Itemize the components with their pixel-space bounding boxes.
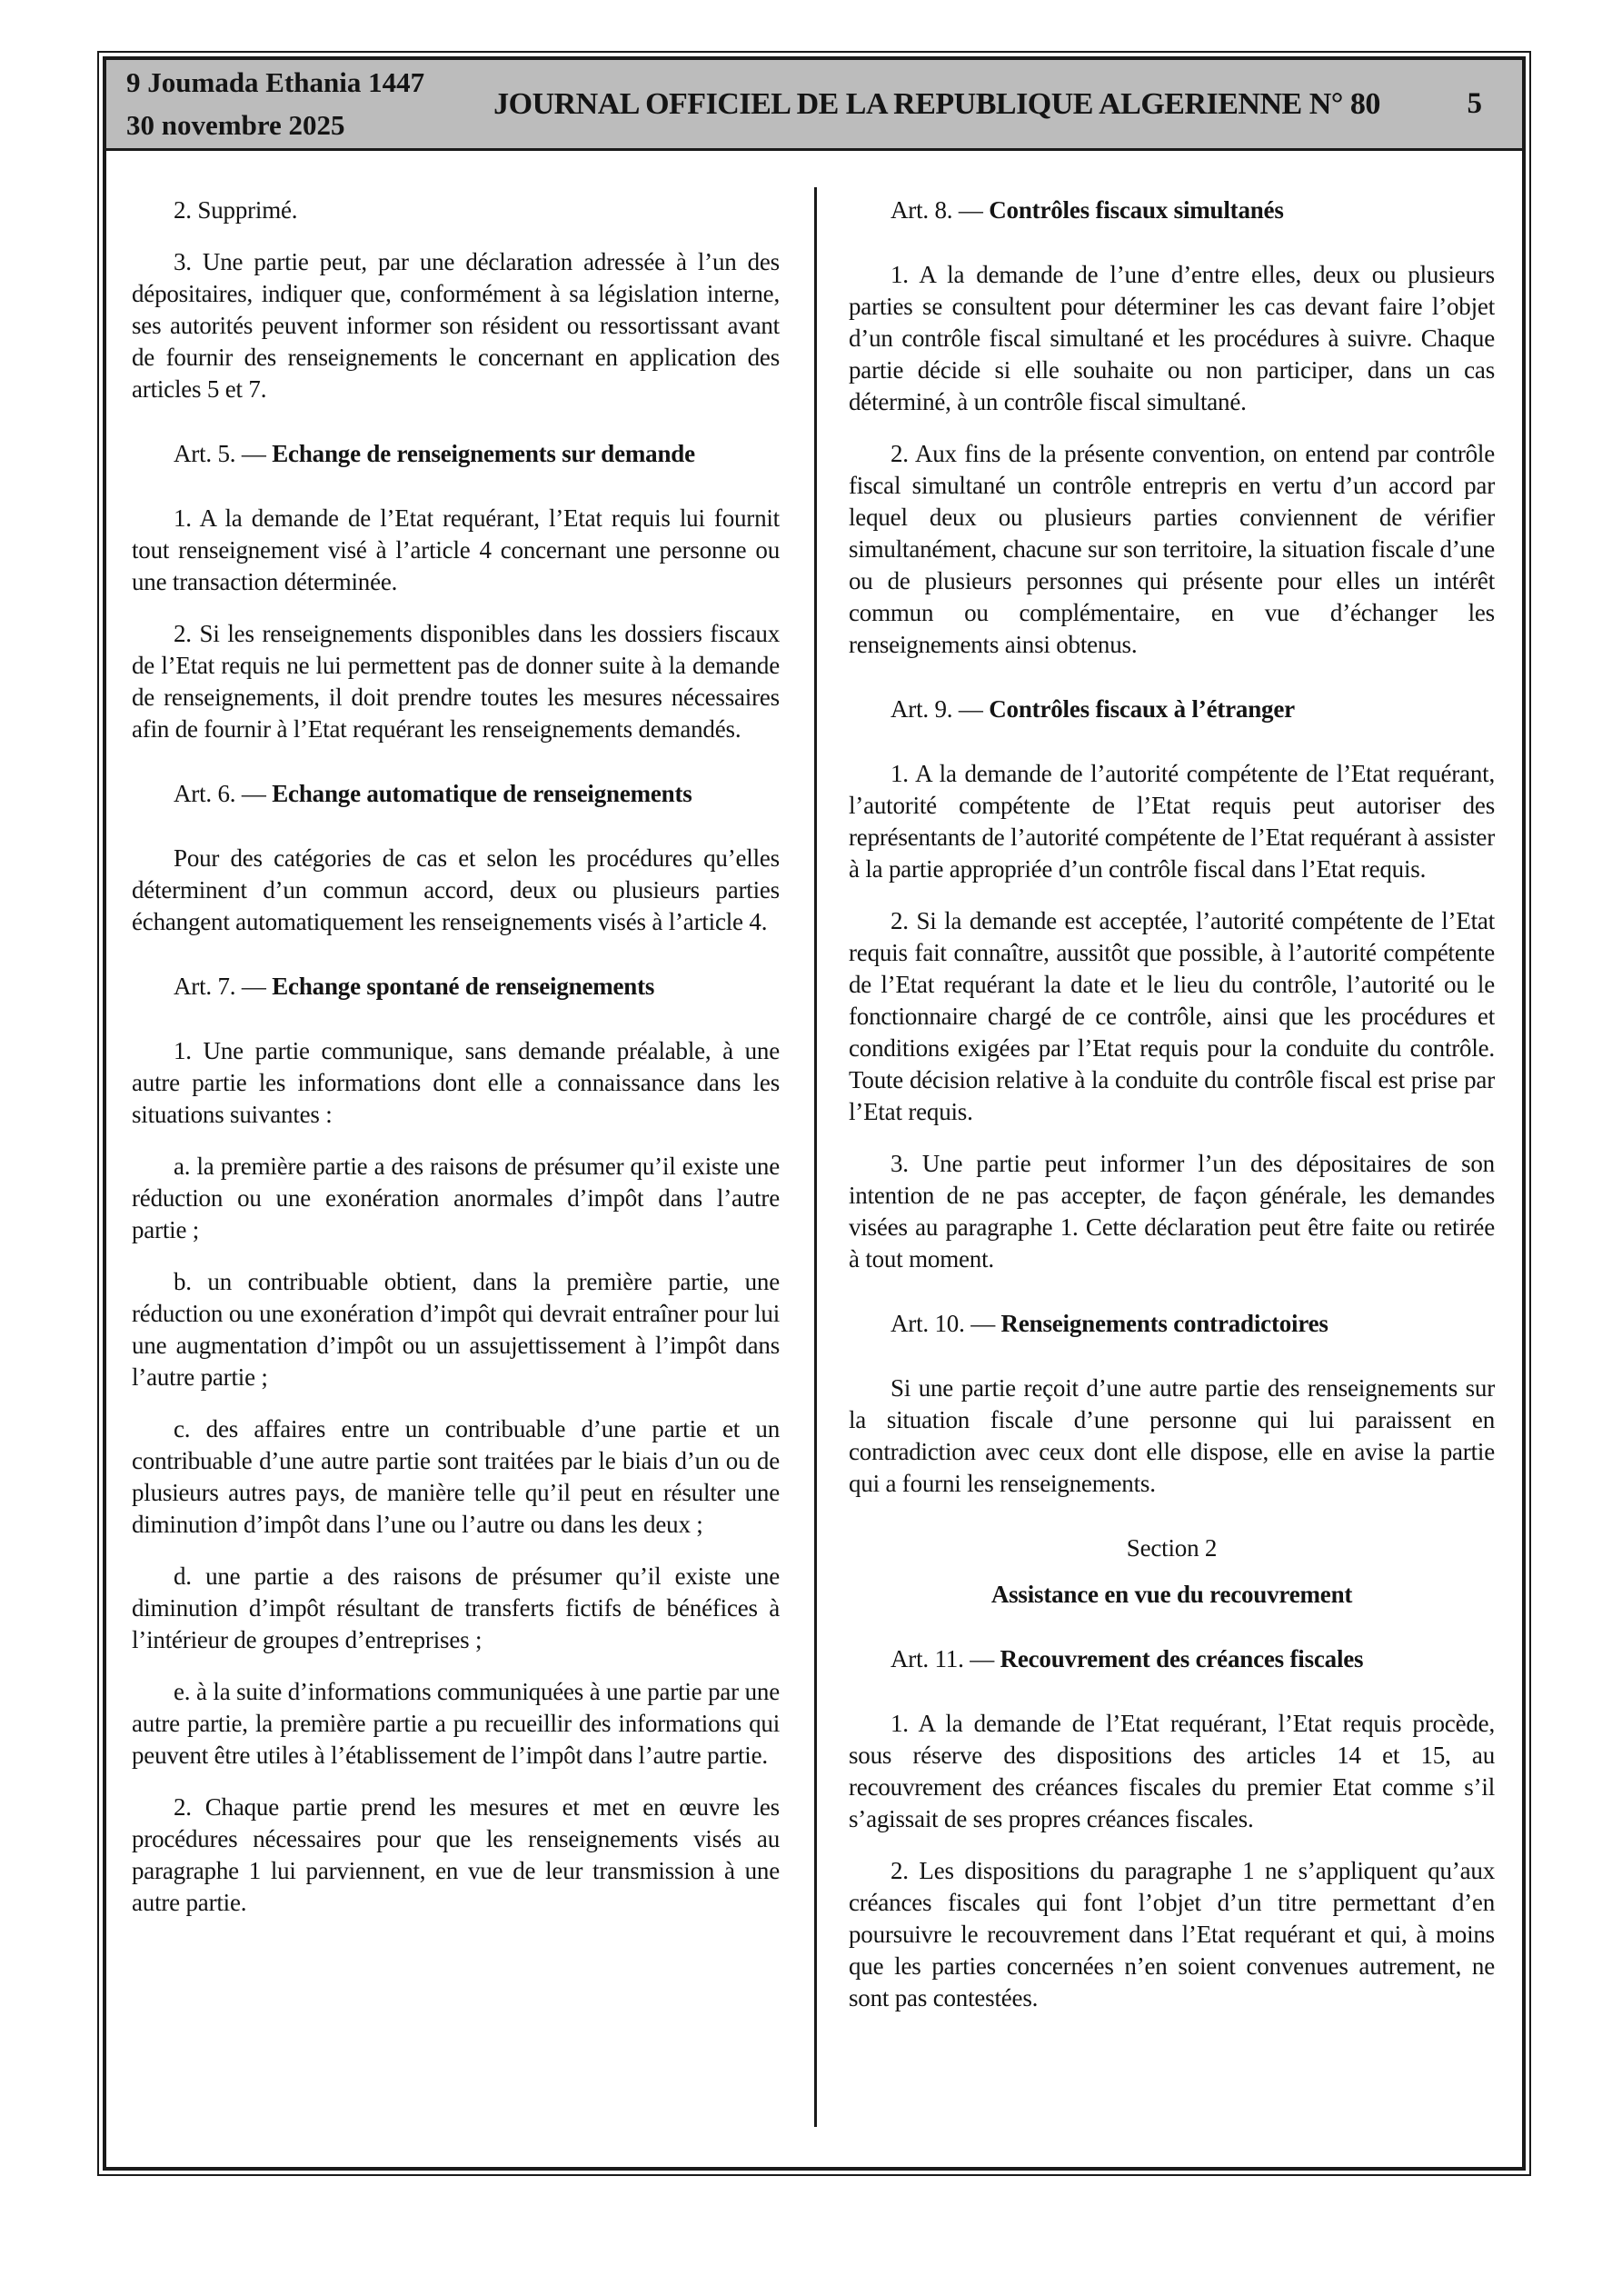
- text-area: [106, 151, 1522, 2167]
- paragraph: 2. Les dispositions du paragraphe 1 ne s’appliquent qu’aux créances fiscales qui font l’objet d’un titre permettant d’en poursuivre le recouvrement dans l’Etat requérant et qui, à moins que les parties concernées n’en soient convenues autrement, ne sont pas contestées.: [849, 1857, 1495, 2011]
- paragraph: 2. Si la demande est acceptée, l’autorité compétente de l’Etat requis fait connaître, aussitôt que possible, à l’autorité compétente de l’Etat requérant la date et le lieu du contrôle, l’autorité ou le fonctionnaire chargé de ce contrôle, ainsi que les procédures et conditions exigées par l’Etat requis pour la conduite du contrôle. Toute décision relative à la conduite du contrôle fiscal est prise par l’Etat requis.: [849, 907, 1495, 1125]
- paragraph: 2. Aux fins de la présente convention, on entend par contrôle fiscal simultané un contrôle entrepris en vertu d’un accord par lequel deux ou plusieurs parties conviennent de vérifier simultanément, chacune sur son territoire, la situation fiscale d’une ou de plusieurs personnes qui présente pour elles un intérêt commun ou complémentaire, en vue d’échanger les renseignements ainsi obtenus.: [849, 440, 1495, 658]
- article-title: Echange automatique de renseignements: [272, 780, 692, 807]
- article-label: Art. 6. —: [174, 780, 273, 807]
- left-column: [119, 195, 814, 2141]
- paragraph: 1. Une partie communique, sans demande préalable, à une autre partie les informations dont elle a connaissance dans les situations suivantes :: [132, 1037, 780, 1128]
- paragraph: Pour des catégories de cas et selon les procédures qu’elles déterminent d’un commun accord, deux ou plusieurs parties échangent automatiquement les renseignements visés à l’article 4.: [132, 844, 780, 935]
- page-frame-inner: [103, 56, 1526, 2171]
- list-item-d: d. une partie a des raisons de présumer qu’il existe une diminution d’impôt résultant de transferts fictifs de bénéfices à l’intérieur de groupes d’entreprises ;: [132, 1562, 780, 1653]
- page-frame-outer: [97, 51, 1531, 2176]
- article-label: Art. 9. —: [891, 695, 990, 723]
- list-item-b: b. un contribuable obtient, dans la première partie, une réduction ou une exonération d’impôt qui devrait entraîner pour lui une augmentation d’impôt ou un assujettissement à l’impôt dans l’autre partie ;: [132, 1268, 780, 1391]
- article-label: Art. 5. —: [174, 440, 273, 467]
- article-title: Contrôles fiscaux à l’étranger: [989, 695, 1295, 723]
- article-label: Art. 8. —: [891, 196, 990, 224]
- paragraph: 3. Une partie peut, par une déclaration adressée à l’un des dépositaires, indiquer que, conformément à sa législation interne, ses autorités peuvent informer son résident ou ressortissant avant de fournir des renseignements le concernant en application des articles 5 et 7.: [132, 248, 780, 403]
- paragraph: 1. A la demande de l’Etat requérant, l’Etat requis procède, sous réserve des dispositions des articles 14 et 15, au recouvrement des créances fiscales du premier Etat comme s’il s’agissait de ses propres créances fiscales.: [849, 1710, 1495, 1832]
- list-item-c: c. des affaires entre un contribuable d’une partie et un contribuable d’une autre partie sont traitées par le biais d’un ou de plusieurs autres pays, de manière telle qu’il peut en résulter une diminution d’impôt dans l’une ou l’autre ou dans les deux ;: [132, 1415, 780, 1538]
- paragraph: Si une partie reçoit d’une autre partie des renseignements sur la situation fiscale d’une personne qui lui paraissent en contradiction avec ceux dont elle dispose, elle en avise la partie qui a fourni les renseignements.: [849, 1374, 1495, 1497]
- column-divider: [814, 187, 817, 2127]
- article-5-heading: [132, 438, 780, 470]
- article-title: Renseignements contradictoires: [1000, 1310, 1328, 1337]
- paragraph: 1. A la demande de l’autorité compétente de l’Etat requérant, l’autorité compétente de l’Etat requis peut autoriser des représentants de l’autorité compétente de l’Etat requérant à assister à la partie appropriée d’un contrôle fiscal dans l’Etat requis.: [849, 760, 1495, 883]
- paragraph: 2. Chaque partie prend les mesures et met en œuvre les procédures nécessaires pour que les renseignements visés au paragraphe 1 lui parviennent, en vue de leur transmission à une autre partie.: [132, 1793, 780, 1916]
- article-9-heading: [849, 694, 1495, 725]
- section-2-title: Assistance en vue du recouvrement: [990, 1581, 1353, 1608]
- article-title: Recouvrement des créances fiscales: [1000, 1645, 1364, 1672]
- paragraph: 3. Une partie peut informer l’un des dépositaires de son intention de ne pas accepter, de façon générale, les demandes visées au paragraphe 1. Cette déclaration peut être faite ou retirée à tout moment.: [849, 1150, 1495, 1273]
- article-label: Art. 10. —: [891, 1310, 1001, 1337]
- page-header: [106, 60, 1522, 151]
- article-8-heading: [849, 195, 1495, 226]
- list-item-a: a. la première partie a des raisons de présumer qu’il existe une réduction ou une exonération anormales d’impôt dans l’autre partie ;: [132, 1153, 780, 1243]
- list-item-e: e. à la suite d’informations communiquées à une partie par une autre partie, la première partie a pu recueillir des informations qui peuvent être utiles à l’établissement de l’impôt dans l’autre partie.: [132, 1678, 780, 1769]
- article-title: Contrôles fiscaux simultanés: [989, 196, 1284, 224]
- article-11-heading: [849, 1643, 1495, 1675]
- header-dates: [106, 62, 490, 146]
- paragraph: 1. A la demande de l’une d’entre elles, deux ou plusieurs parties se consultent pour déterminer les cas devant faire l’objet d’un contrôle fiscal simultané et les procédures à suivre. Chaque partie décide si elle souhaite ou non participer, dans un cas déterminé, à un contrôle fiscal simultané.: [849, 261, 1495, 415]
- journal-title: JOURNAL OFFICIEL DE LA REPUBLIQUE ALGERIENNE N° 80: [493, 86, 1380, 121]
- article-label: Art. 7. —: [174, 973, 273, 1000]
- date-gregorian: 30 novembre 2025: [126, 108, 345, 141]
- date-hijri: 9 Joumada Ethania 1447: [126, 66, 425, 98]
- right-column: [814, 195, 1509, 2141]
- article-label: Art. 11. —: [891, 1645, 1000, 1672]
- paragraph: 2. Supprimé.: [174, 196, 298, 224]
- paragraph: 1. A la demande de l’Etat requérant, l’Etat requis lui fournit tout renseignement visé à l’article 4 concernant une personne ou une transaction déterminée.: [132, 504, 780, 595]
- section-2-label: Section 2: [1126, 1534, 1218, 1562]
- article-10-heading: [849, 1308, 1495, 1340]
- paragraph: 2. Si les renseignements disponibles dans les dossiers fiscaux de l’Etat requis ne lui permettent pas de donner suite à la demande de renseignements, il doit prendre toutes les mesures nécessaires afin de fournir à l’Etat requérant les renseignements demandés.: [132, 620, 780, 743]
- article-7-heading: [132, 971, 780, 1003]
- article-title: Echange de renseignements sur demande: [272, 440, 695, 467]
- page-number: 5: [1467, 87, 1482, 120]
- article-6-heading: [132, 778, 780, 810]
- article-title: Echange spontané de renseignements: [272, 973, 655, 1000]
